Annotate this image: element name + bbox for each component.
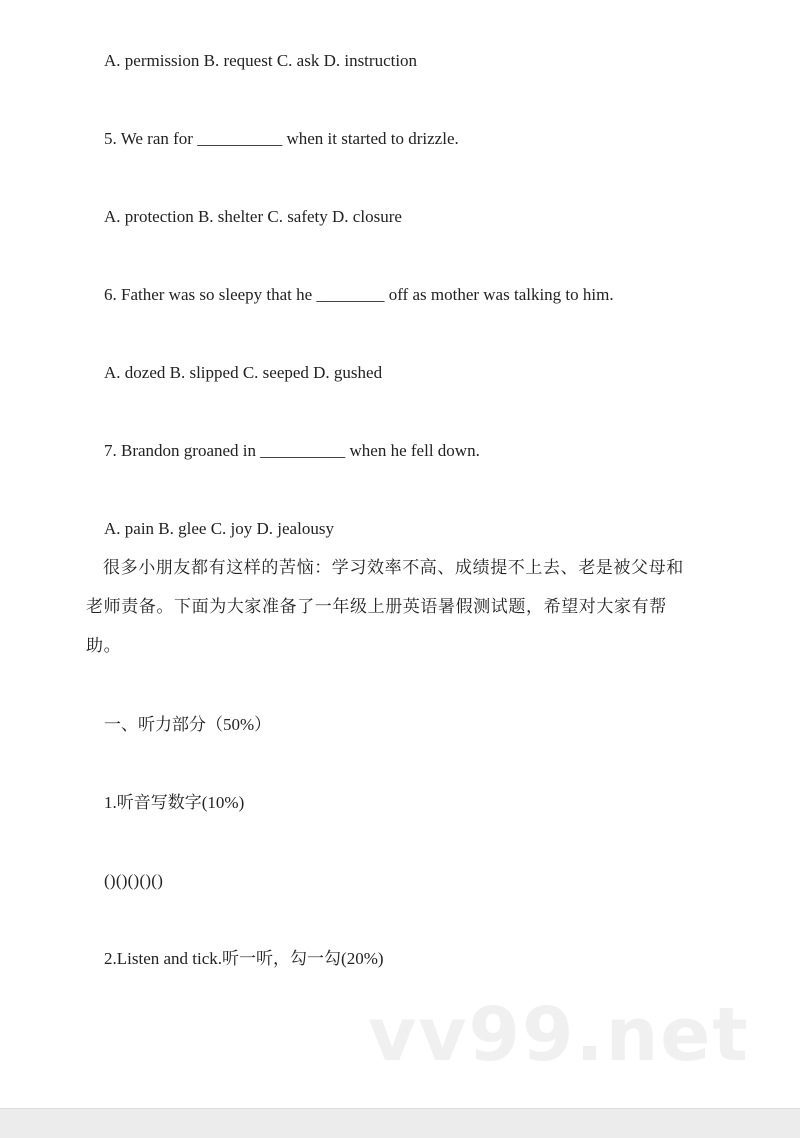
question-7-options: A. pain B. glee C. joy D. jealousy [104, 519, 334, 538]
question-4-options: A. permission B. request C. ask D. instruction [104, 51, 418, 70]
question-7-text: 7. Brandon groaned in __________ when he fell down. [104, 441, 480, 460]
watermark: vv99.net [368, 992, 750, 1078]
part-one-title: 1.听音写数字(10%) [104, 793, 245, 812]
section-listening-title: 一、听力部分（50%） [104, 715, 272, 734]
question-6-text: 6. Father was so sleepy that he ________ off as mother was talking to him. [104, 285, 614, 304]
answer-blanks: ( ) ( ) ( ) ( ) ( ) [104, 871, 161, 890]
question-5-options: A. protection B. shelter C. safety D. closure [104, 207, 402, 226]
viewer-bottom-bar [0, 1108, 800, 1138]
intro-paragraph: 很多小朋友都有这样的苦恼：学习效率不高、成绩提不上去、老是被父母和老师责备。下面为大家准备了一年级上册英语暑假测试题，希望对大家有帮助。 [86, 558, 684, 655]
question-5-text: 5. We ran for __________ when it started to drizzle. [104, 129, 459, 148]
part-two-title: 2.Listen and tick.听一听，勾一勾(20%) [104, 949, 384, 968]
question-6-options: A. dozed B. slipped C. seeped D. gushed [104, 363, 383, 382]
